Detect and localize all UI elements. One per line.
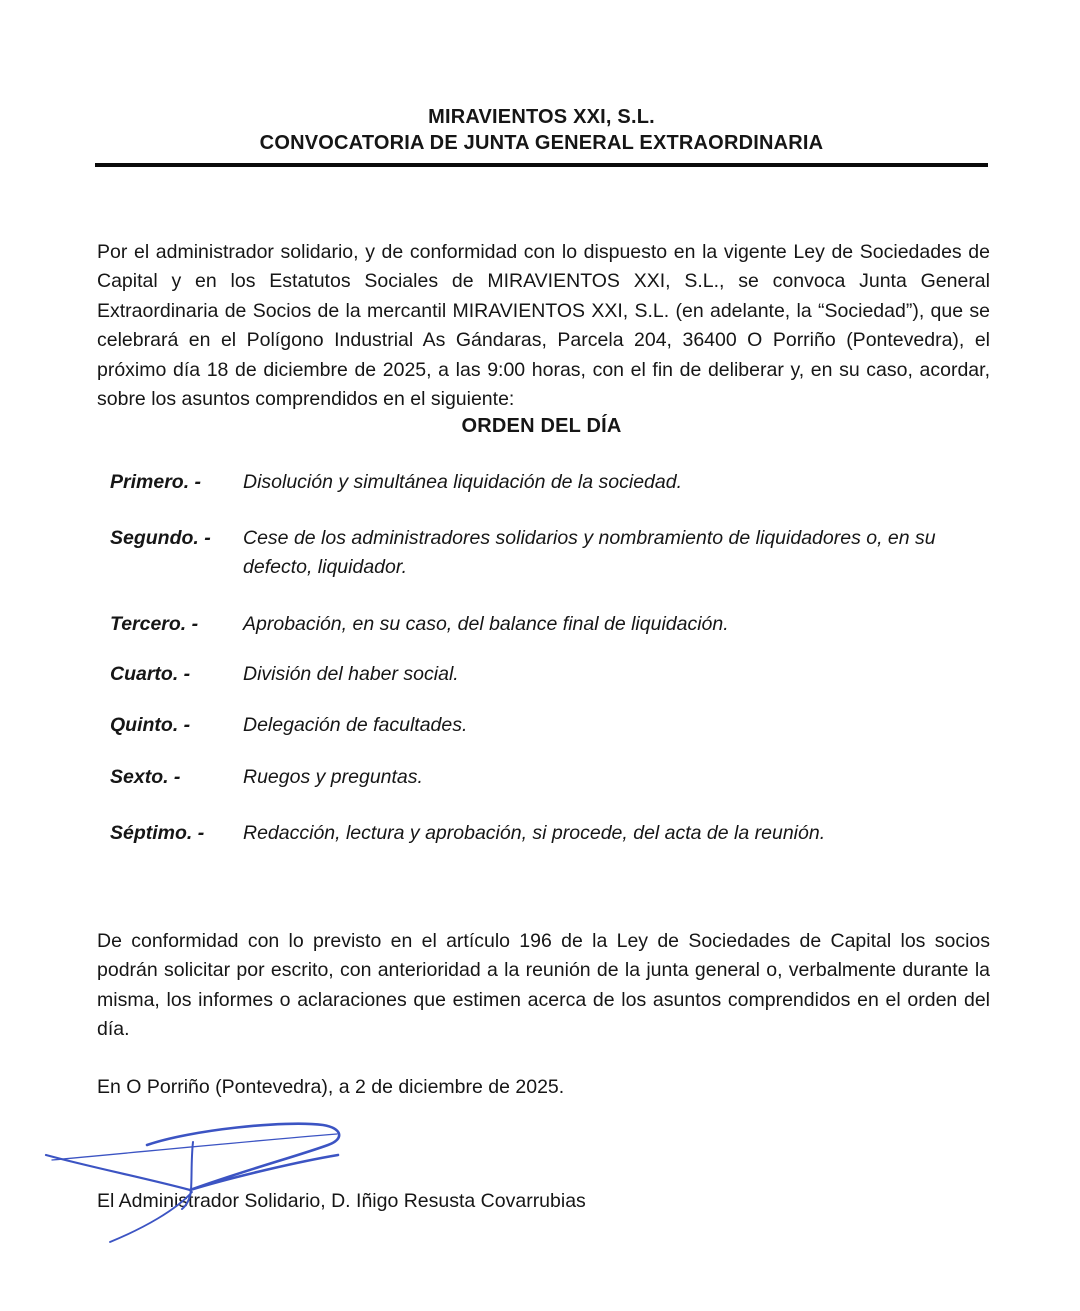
agenda-item-3 bbox=[110, 610, 990, 639]
agenda-item-label: Quinto. - bbox=[110, 714, 191, 736]
info-paragraph: De conformidad con lo previsto en el artículo 196 de la Ley de Sociedades de Capital los socios podrán solicitar por escrito, con anterioridad a la reunión de la junta general o, verbalmente durante la misma, los informes o aclaraciones que estimen acerca de los asuntos comprendidos en el orden del día. bbox=[97, 929, 990, 1040]
agenda-item-text: Redacción, lectura y aprobación, si procede, del acta de la reunión. bbox=[243, 822, 826, 844]
agenda-item-text: Delegación de facultades. bbox=[243, 714, 468, 736]
document-title bbox=[95, 104, 988, 167]
signatory-name: El Administrador Solidario, D. Iñigo Resusta Covarrubias bbox=[97, 1190, 586, 1212]
agenda-item-text: Cese de los administradores solidarios y nombramiento de liquidadores o, en su defecto, liquidador. bbox=[243, 527, 936, 578]
agenda-item-label: Cuarto. - bbox=[110, 663, 191, 685]
agenda-item-1 bbox=[110, 468, 990, 497]
agenda-item-text: División del haber social. bbox=[243, 663, 459, 685]
agenda-item-text: Ruegos y preguntas. bbox=[243, 766, 423, 788]
agenda-item-text: Aprobación, en su caso, del balance final de liquidación. bbox=[243, 613, 729, 635]
agenda-item-7 bbox=[110, 819, 990, 848]
company-name: MIRAVIENTOS XXI, S.L. bbox=[428, 106, 655, 128]
agenda-item-label: Tercero. - bbox=[110, 613, 199, 635]
agenda-item-6 bbox=[110, 763, 990, 792]
agenda-item-label: Séptimo. - bbox=[110, 822, 205, 844]
document-subtitle: CONVOCATORIA DE JUNTA GENERAL EXTRAORDINARIA bbox=[259, 132, 824, 154]
date-line: En O Porriño (Pontevedra), a 2 de diciembre de 2025. bbox=[97, 1076, 565, 1098]
agenda-item-5 bbox=[110, 711, 990, 740]
signature-stroke-thinline bbox=[52, 1134, 337, 1160]
agenda-heading: ORDEN DEL DÍA bbox=[461, 415, 622, 437]
intro-paragraph: Por el administrador solidario, y de conformidad con lo dispuesto en la vigente Ley de Sociedades de Capital y en los Estatutos Sociales de MIRAVIENTOS XXI, S.L., se convoca Junta General Extraordinaria de Socios de la mercantil MIRAVIENTOS XXI, S.L. (en adelante, la “Sociedad”), que se celebrará en el Polígono Industrial As Gándaras, Parcela 204, 36400 O Porriño (Pontevedra), el próximo día 18 de diciembre de 2025, a las 9:00 horas, con el fin de deliberar y, en su caso, acordar, sobre los asuntos comprendidos en el siguiente: bbox=[97, 240, 990, 410]
agenda-item-2 bbox=[110, 524, 990, 581]
agenda-item-4 bbox=[110, 660, 990, 689]
agenda-item-label: Primero. - bbox=[110, 471, 202, 493]
signature-stroke-dip bbox=[46, 1155, 190, 1190]
agenda-item-label: Sexto. - bbox=[110, 766, 181, 788]
signature-stroke-loop bbox=[147, 1124, 339, 1190]
agenda-item-text: Disolución y simultánea liquidación de la sociedad. bbox=[243, 471, 683, 493]
agenda-item-label: Segundo. - bbox=[110, 527, 211, 549]
handwritten-signature bbox=[40, 1114, 356, 1256]
